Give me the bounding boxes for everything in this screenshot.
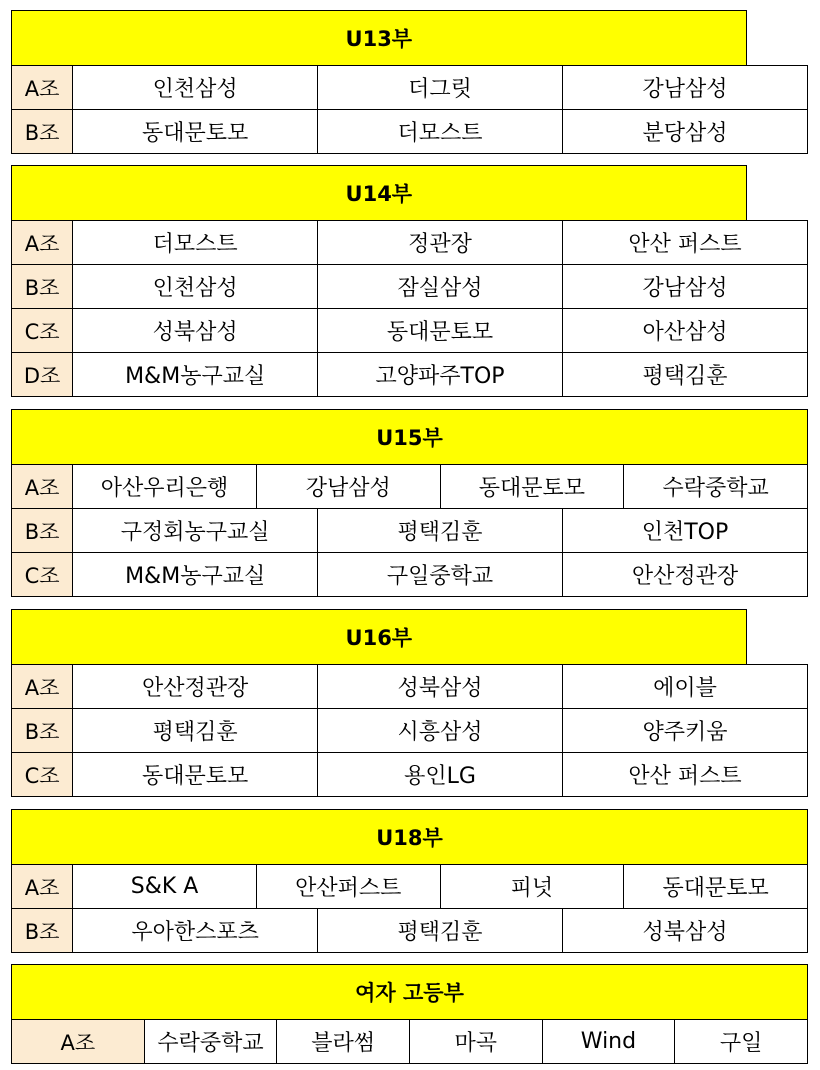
team-cell: 에이블: [562, 665, 807, 709]
division-table-u15: [11, 409, 808, 597]
division-title: U14부: [12, 166, 747, 221]
team-cell: 분당삼성: [562, 110, 807, 154]
group-row: [12, 865, 808, 909]
group-row: [12, 553, 808, 597]
division-table-u16: [11, 609, 808, 797]
team-cell: 구정회농구교실: [73, 509, 318, 553]
team-cell: 우아한스포츠: [73, 909, 318, 953]
division-table-girls-high: [11, 964, 808, 1064]
group-row: [12, 110, 808, 154]
team-cell: 안산 퍼스트: [562, 221, 807, 265]
team-cell: 마곡: [409, 1020, 542, 1064]
division-table-u18: [11, 809, 808, 953]
team-cell: 안산 퍼스트: [562, 753, 807, 797]
team-cell: 동대문토모: [73, 753, 318, 797]
team-cell: 수락중학교: [144, 1020, 277, 1064]
group-label: B조: [12, 509, 73, 553]
team-cell: 더그릿: [318, 66, 563, 110]
team-cell: 평택김훈: [73, 709, 318, 753]
division-table-u14: [11, 165, 808, 397]
division-title: U13부: [12, 11, 747, 66]
group-label: B조: [12, 909, 73, 953]
group-label: B조: [12, 110, 73, 154]
team-cell: 평택김훈: [562, 353, 807, 397]
team-cell: 용인LG: [318, 753, 563, 797]
team-cell: 성북삼성: [318, 665, 563, 709]
division-title: U18부: [12, 810, 808, 865]
team-cell: 인천TOP: [562, 509, 807, 553]
group-row: [12, 66, 808, 110]
team-cell: M&M농구교실: [73, 353, 318, 397]
team-cell: 잠실삼성: [318, 265, 563, 309]
group-label: A조: [12, 665, 73, 709]
team-cell: 블라썸: [277, 1020, 410, 1064]
team-cell: M&M농구교실: [73, 553, 318, 597]
group-label: B조: [12, 265, 73, 309]
team-cell: 아산삼성: [562, 309, 807, 353]
group-label: C조: [12, 309, 73, 353]
team-cell: 안산정관장: [562, 553, 807, 597]
team-cell: 양주키움: [562, 709, 807, 753]
team-cell: 정관장: [318, 221, 563, 265]
group-row: [12, 753, 808, 797]
group-label: A조: [12, 865, 73, 909]
team-cell: 아산우리은행: [73, 465, 257, 509]
group-label: A조: [12, 221, 73, 265]
group-label: C조: [12, 553, 73, 597]
team-cell: 동대문토모: [318, 309, 563, 353]
team-cell: 인천삼성: [73, 66, 318, 110]
team-cell: S&K A: [73, 865, 257, 909]
team-cell: 성북삼성: [73, 309, 318, 353]
team-cell: 강남삼성: [256, 465, 440, 509]
team-cell: 피넛: [440, 865, 624, 909]
group-row: [12, 709, 808, 753]
division-table-u13: [11, 10, 808, 154]
team-cell: 시흥삼성: [318, 709, 563, 753]
team-cell: 동대문토모: [440, 465, 624, 509]
team-cell: 더모스트: [318, 110, 563, 154]
group-row: [12, 665, 808, 709]
team-cell: 구일중학교: [318, 553, 563, 597]
group-label: D조: [12, 353, 73, 397]
team-cell: Wind: [542, 1020, 675, 1064]
team-cell: 동대문토모: [73, 110, 318, 154]
team-cell: 구일: [675, 1020, 808, 1064]
division-title: U15부: [12, 410, 808, 465]
group-label: C조: [12, 753, 73, 797]
group-label: A조: [12, 465, 73, 509]
team-cell: 평택김훈: [318, 509, 563, 553]
team-cell: 동대문토모: [624, 865, 808, 909]
team-cell: 더모스트: [73, 221, 318, 265]
team-cell: 평택김훈: [318, 909, 563, 953]
group-label: A조: [12, 1020, 145, 1064]
group-row: [12, 465, 808, 509]
team-cell: 인천삼성: [73, 265, 318, 309]
division-title: U16부: [12, 610, 747, 665]
group-row: [12, 265, 808, 309]
group-row: [12, 1020, 808, 1064]
group-row: [12, 909, 808, 953]
team-cell: 고양파주TOP: [318, 353, 563, 397]
team-cell: 안산퍼스트: [256, 865, 440, 909]
group-label: B조: [12, 709, 73, 753]
team-cell: 수락중학교: [624, 465, 808, 509]
team-cell: 성북삼성: [562, 909, 807, 953]
division-title: 여자 고등부: [12, 965, 808, 1020]
team-cell: 강남삼성: [562, 265, 807, 309]
group-row: [12, 353, 808, 397]
team-cell: 강남삼성: [562, 66, 807, 110]
group-row: [12, 221, 808, 265]
group-row: [12, 509, 808, 553]
group-row: [12, 309, 808, 353]
group-label: A조: [12, 66, 73, 110]
team-cell: 안산정관장: [73, 665, 318, 709]
